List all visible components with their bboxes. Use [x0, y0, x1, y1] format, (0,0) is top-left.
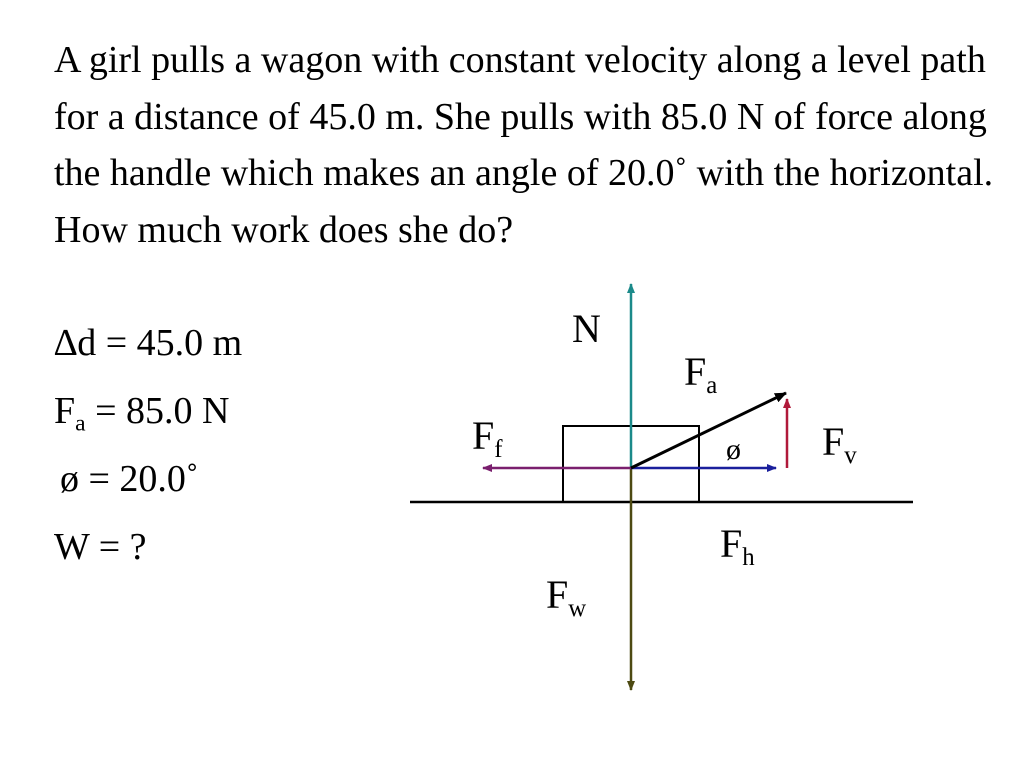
angle-label-text: ø — [726, 433, 741, 466]
applied-force-symbol: F — [54, 390, 76, 432]
friction-force-label-text: F — [472, 413, 495, 458]
normal-force-label-text: N — [572, 306, 601, 351]
normal-force-label — [572, 307, 601, 351]
applied-force-arrow — [631, 393, 786, 468]
horizontal-component-label-subscript: h — [742, 543, 755, 571]
applied-force-label-subscript: a — [706, 371, 718, 399]
applied-force-label — [684, 349, 718, 399]
weight-force-label-text: F — [546, 572, 569, 617]
friction-force-label-subscript: f — [494, 435, 503, 463]
problem-statement: A girl pulls a wagon with constant velocity along a level path for a distance of 45.0 m. She pulls with 85.0 N of force along the handle which makes an angle of 20.0˚ with the horizontal. How much work does she do? — [54, 39, 994, 251]
distance-value: = 45.0 m — [96, 322, 243, 364]
vertical-component-label-subscript: v — [844, 441, 857, 469]
angle-symbol: ø — [60, 458, 79, 500]
vertical-component-label — [822, 419, 857, 469]
applied-force-subscript: a — [75, 410, 86, 437]
work-symbol: W — [54, 526, 90, 568]
weight-force-label — [546, 572, 587, 622]
work-value: = ? — [89, 526, 147, 568]
applied-force-label-text: F — [684, 349, 707, 394]
friction-force-label — [472, 413, 503, 463]
horizontal-component-label-text: F — [720, 521, 743, 566]
horizontal-component-label — [720, 521, 755, 571]
applied-force-value: = 85.0 N — [85, 390, 230, 432]
angle-value: = 20.0˚ — [79, 458, 199, 500]
angle-label — [726, 428, 741, 472]
weight-force-label-subscript: w — [568, 594, 587, 622]
vertical-component-label-text: F — [822, 419, 845, 464]
distance-symbol: ∆d — [54, 322, 97, 364]
